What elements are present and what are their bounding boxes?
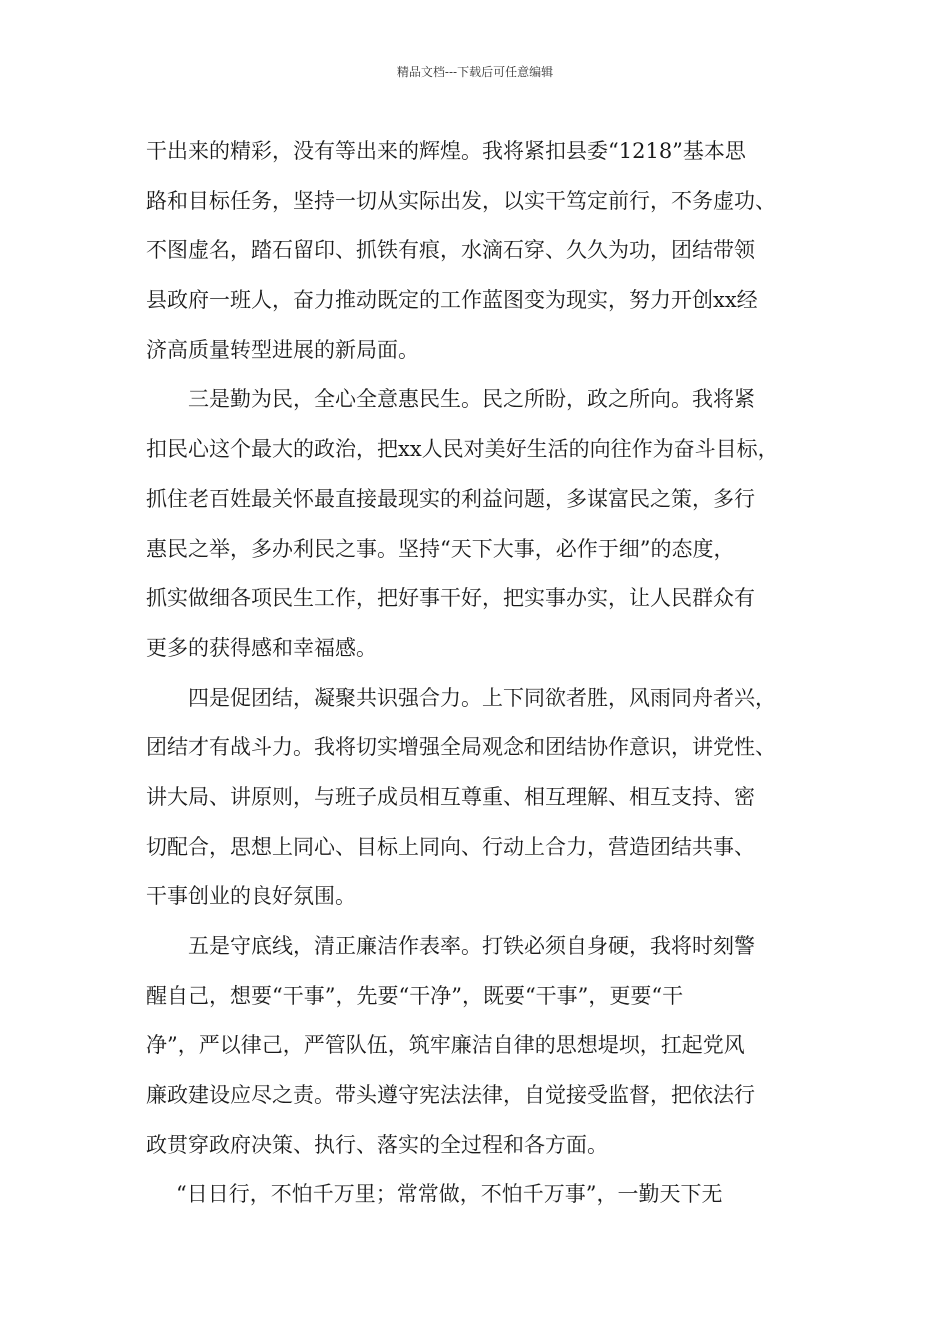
text-line: 讲大局、讲原则，与班子成员相互尊重、相互理解、相互支持、密 bbox=[146, 784, 755, 809]
text-line: 抓住老百姓最关怀最直接最现实的利益问题，多谋富民之策，多行 bbox=[146, 486, 755, 511]
text-line: 干事创业的良好氛围。 bbox=[146, 884, 356, 909]
text-line: 济高质量转型进展的新局面。 bbox=[146, 337, 419, 362]
text-line: 切配合，思想上同心、目标上同向、行动上合力，营造团结共事、 bbox=[146, 834, 755, 859]
page-header: 精品文档---下载后可任意编辑 bbox=[396, 65, 554, 79]
paragraph-first-line: “日日行，不怕千万里；常常做，不怕千万事”，一勤天下无 bbox=[176, 1182, 723, 1207]
text-line: 廉政建设应尽之责。带头遵守宪法法律，自觉接受监督，把依法行 bbox=[146, 1083, 755, 1108]
document-body bbox=[146, 132, 822, 1225]
text-line: 团结才有战斗力。我将切实增强全局观念和团结协作意识，讲党性、 bbox=[146, 735, 776, 760]
paragraph-first-line: 四是促团结，凝聚共识强合力。上下同欲者胜，风雨同舟者兴， bbox=[188, 685, 776, 710]
paragraph-first-line: 五是守底线，清正廉洁作表率。打铁必须自身硬，我将时刻警 bbox=[188, 934, 755, 958]
text-line: 更多的获得感和幸福感。 bbox=[146, 635, 377, 660]
text-line: 扣民心这个最大的政治，把xx人民对美好生活的向往作为奋斗目标， bbox=[146, 437, 779, 462]
text-line: 干出来的精彩，没有等出来的辉煌。我将紧扣县委“1218”基本思 bbox=[146, 139, 746, 163]
text-line: 惠民之举，多办利民之事。坚持“天下大事，必作于细”的态度， bbox=[146, 536, 735, 561]
text-line: 不图虚名，踏石留印、抓铁有痕，水滴石穿、久久为功，团结带领 bbox=[146, 238, 755, 263]
text-line: 醒自己，想要“干事”，先要“干净”，既要“干事”，更要“干 bbox=[146, 983, 684, 1008]
text-line: 政贯穿政府决策、执行、落实的全过程和各方面。 bbox=[146, 1132, 608, 1157]
text-line: 路和目标任务，坚持一切从实际出发，以实干笃定前行，不务虚功、 bbox=[146, 188, 776, 213]
text-line: 抓实做细各项民生工作，把好事干好，把实事办实，让人民群众有 bbox=[146, 586, 755, 611]
text-line: 县政府一班人，奋力推动既定的工作蓝图变为现实，努力开创xx经 bbox=[146, 288, 758, 313]
text-line: 净”，严以律己，严管队伍，筑牢廉洁自律的思想堤坝，扛起党风 bbox=[146, 1033, 745, 1058]
paragraph-first-line: 三是勤为民，全心全意惠民生。民之所盼，政之所向。我将紧 bbox=[188, 387, 755, 412]
